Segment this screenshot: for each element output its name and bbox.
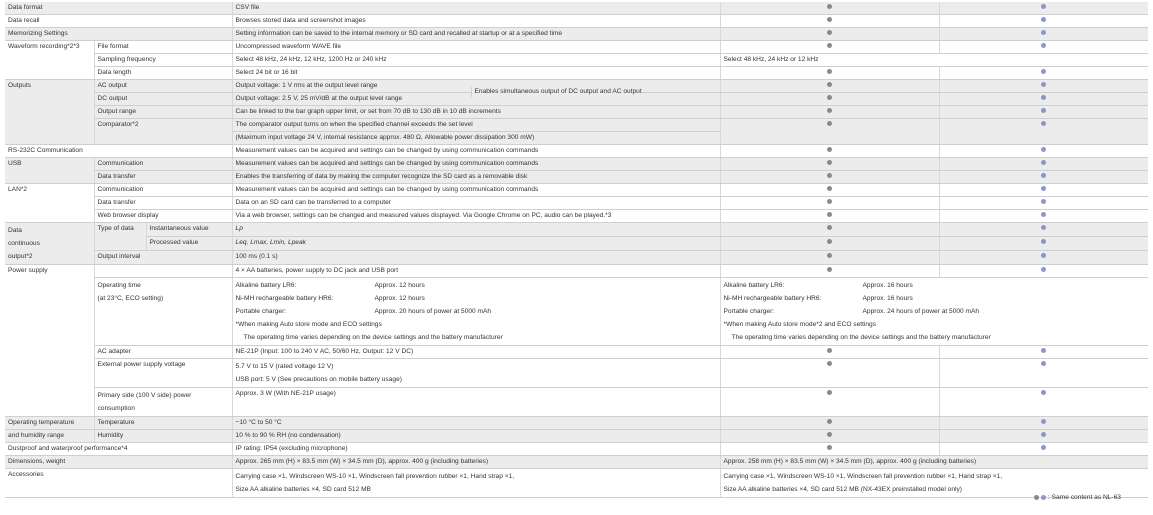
- row-desc: The comparator output turns on when the specified channel exceeds the set level: [232, 119, 720, 132]
- kv-value: Approx. 24 hours of power at 5000 mAh: [862, 308, 980, 315]
- kv-row: [236, 305, 717, 318]
- row-desc: [232, 359, 720, 388]
- table-row: [5, 237, 1148, 251]
- dot-cell: [720, 2, 939, 15]
- same-dot-icon: [1041, 82, 1046, 87]
- optime-label: Operating time: [97, 282, 141, 289]
- primary-label: Primary side (100 V side) power: [97, 392, 192, 399]
- same-dot-icon: [827, 95, 832, 100]
- row-desc: Select 48 kHz, 24 kHz, 12 kHz, 1200 Hz or 240 kHz: [232, 54, 720, 67]
- same-dot-icon: [1041, 432, 1046, 437]
- row-desc: 4 × AA batteries, power supply to DC jack and USB port: [232, 265, 720, 278]
- same-dot-icon: [1041, 186, 1046, 191]
- row-desc: Via a web browser, settings can be changed and measured values displayed. Via Google Chrome on PC, audio can be played.*3: [232, 210, 720, 223]
- row-desc: 100 ms (0.1 s): [232, 251, 720, 265]
- kv-row: [236, 292, 717, 305]
- row-label: Operating temperature: [5, 417, 94, 430]
- dot-cell: [939, 106, 1148, 119]
- row-desc: Approx. 3 W (With NE-21P usage): [232, 388, 720, 417]
- table-row: [5, 2, 1148, 15]
- dot-cell: [720, 184, 939, 197]
- optime-note: The operating time varies depending on the device settings and the battery manufacturer: [243, 334, 503, 341]
- same-dot-icon: [1041, 348, 1046, 353]
- ac-output-desc: Output voltage: 1 V rms at the output level range: [235, 82, 378, 89]
- dot-cell: [939, 417, 1148, 430]
- table-row: [5, 197, 1148, 210]
- kv-row: [236, 279, 717, 292]
- table-row: [5, 171, 1148, 184]
- row-sublabel: Humidity: [94, 430, 232, 443]
- dot-cell: [720, 251, 939, 265]
- optime-note: *When making Auto store mode*2 and ECO settings: [723, 321, 877, 328]
- kv-value: Approx. 16 hours: [862, 282, 913, 289]
- spec-table: [5, 2, 1148, 498]
- table-row: [5, 41, 1148, 54]
- dot-cell: [939, 359, 1148, 388]
- acc-line: Carrying case ×1, Windscreen WS-10 ×1, Windscreen fall prevention rubber ×1, Hand strap ×1,: [723, 473, 1003, 480]
- row-sublabel: DC output: [94, 93, 232, 106]
- row-label: Accessories: [5, 469, 232, 498]
- kv-key: Portable charger:: [723, 308, 775, 315]
- legend-dot-icon: [1041, 495, 1046, 500]
- row-subsublabel: Instantaneous value: [146, 223, 232, 237]
- dco-label-1: Data: [8, 227, 22, 234]
- row-label: RS-232C Communication: [5, 145, 232, 158]
- dot-cell: [720, 443, 939, 456]
- dot-cell: [720, 359, 939, 388]
- same-dot-icon: [827, 239, 832, 244]
- dot-cell: [939, 210, 1148, 223]
- row-sublabel: Comparator*2: [94, 119, 232, 145]
- kv-value: Approx. 12 hours: [374, 295, 425, 302]
- row-label: Power supply: [5, 265, 94, 417]
- table-row: [5, 223, 1148, 237]
- row-sublabel: AC adapter: [94, 346, 232, 359]
- optime-alt-desc: [720, 278, 1148, 346]
- same-dot-icon: [827, 173, 832, 178]
- row-sublabel: Data length: [94, 67, 232, 80]
- same-dot-icon: [1041, 121, 1046, 126]
- dot-cell: [720, 41, 939, 54]
- table-row: [5, 278, 1148, 346]
- row-desc: −10 °C to 50 °C: [232, 417, 720, 430]
- dot-cell: [720, 119, 939, 145]
- row-desc: NE-21P (Input: 100 to 240 V AC, 50/60 Hz, Output: 12 V DC): [232, 346, 720, 359]
- row-desc: Measurement values can be acquired and settings can be changed by using communication commands: [232, 145, 720, 158]
- kv-key: Alkaline battery LR6:: [723, 282, 785, 289]
- primary-label: consumption: [97, 405, 135, 412]
- same-dot-icon: [827, 267, 832, 272]
- same-dot-icon: [1041, 108, 1046, 113]
- same-dot-icon: [827, 121, 832, 126]
- same-dot-icon: [1041, 361, 1046, 366]
- row-sublabel: File format: [94, 41, 232, 54]
- same-dot-icon: [827, 199, 832, 204]
- row-sublabel: Web browser display: [94, 210, 232, 223]
- table-row: [5, 158, 1148, 171]
- row-sublabel: Communication: [94, 184, 232, 197]
- row-desc: Leq, Lmax, Lmin, Lpeak: [232, 237, 720, 251]
- kv-key: Alkaline battery LR6:: [235, 282, 297, 289]
- table-row: [5, 469, 1148, 498]
- table-row: [5, 15, 1148, 28]
- dot-cell: [939, 171, 1148, 184]
- same-dot-icon: [827, 186, 832, 191]
- dot-cell: [939, 67, 1148, 80]
- row-sublabel: Temperature: [94, 417, 232, 430]
- optime-sublabel: (at 23°C, ECO setting): [97, 295, 164, 302]
- table-row: [5, 430, 1148, 443]
- dot-cell: [939, 184, 1148, 197]
- row-desc: Can be linked to the bar graph upper limit, or set from 70 dB to 130 dB in 10 dB increments: [232, 106, 720, 119]
- same-dot-icon: [1041, 445, 1046, 450]
- dot-cell: [720, 237, 939, 251]
- dot-cell: [939, 265, 1148, 278]
- table-row: [5, 93, 1148, 106]
- dot-cell: [720, 417, 939, 430]
- row-label: Dimensions, weight: [5, 456, 232, 469]
- same-dot-icon: [1041, 199, 1046, 204]
- same-dot-icon: [827, 30, 832, 35]
- dot-cell: [939, 251, 1148, 265]
- same-dot-icon: [827, 147, 832, 152]
- dot-cell: [720, 28, 939, 41]
- same-dot-icon: [827, 419, 832, 424]
- kv-row: [724, 305, 1146, 318]
- row-sublabel: AC output: [94, 80, 232, 93]
- same-dot-icon: [1041, 267, 1046, 272]
- same-dot-icon: [827, 160, 832, 165]
- row-label: [5, 223, 94, 265]
- same-dot-icon: [827, 82, 832, 87]
- dot-cell: [720, 265, 939, 278]
- row-sublabel: Communication: [94, 158, 232, 171]
- dot-cell: [720, 15, 939, 28]
- dot-cell: [939, 119, 1148, 145]
- dot-cell: [720, 223, 939, 237]
- table-row: [5, 456, 1148, 469]
- same-dot-icon: [1041, 390, 1046, 395]
- dot-cell: [939, 443, 1148, 456]
- table-row: [5, 388, 1148, 417]
- table-row: [5, 346, 1148, 359]
- ext-power-line: USB port: 5 V (See precautions on mobile battery usage): [235, 376, 402, 383]
- dot-cell: [939, 158, 1148, 171]
- dot-cell: [720, 210, 939, 223]
- row-label: and humidity range: [5, 430, 94, 443]
- row-sublabel: Output range: [94, 106, 232, 119]
- row-label: Data format: [5, 2, 232, 15]
- same-dot-icon: [1041, 17, 1046, 22]
- table-row: [5, 265, 1148, 278]
- acc-line: Carrying case ×1, Windscreen WS-10 ×1, Windscreen fall prevention rubber ×1, Hand strap ×1,: [235, 473, 515, 480]
- optime-note: *When making Auto store mode and ECO settings: [235, 321, 382, 328]
- dot-cell: [720, 197, 939, 210]
- row-desc: [232, 88, 720, 106]
- spec-sheet: [5, 2, 1148, 498]
- dc-output-desc: Output voltage: 2.5 V, 25 mV/dB at the output level range: [235, 95, 403, 102]
- same-dot-icon: [1041, 160, 1046, 165]
- row-desc: Lp: [232, 223, 720, 237]
- kv-key: Portable charger:: [235, 308, 287, 315]
- same-dot-icon: [827, 4, 832, 9]
- dot-cell: [939, 237, 1148, 251]
- row-sublabel: Sampling frequency: [94, 54, 232, 67]
- same-dot-icon: [1041, 95, 1046, 100]
- same-dot-icon: [1041, 239, 1046, 244]
- row-sublabel: Output interval: [94, 251, 232, 265]
- dot-cell: [720, 145, 939, 158]
- row-desc: CSV file: [232, 2, 720, 15]
- same-dot-icon: [827, 69, 832, 74]
- row-sublabel: Data transfer: [94, 197, 232, 210]
- row-sublabel: [94, 265, 232, 278]
- dot-cell: [720, 346, 939, 359]
- row-subsublabel: Processed value: [146, 237, 232, 251]
- dot-cell: [939, 430, 1148, 443]
- legend: [1034, 494, 1121, 501]
- dot-cell: [939, 93, 1148, 106]
- table-row: [5, 359, 1148, 388]
- dot-cell: [939, 28, 1148, 41]
- same-dot-icon: [827, 445, 832, 450]
- dot-cell: [720, 67, 939, 80]
- table-row: [5, 184, 1148, 197]
- row-sublabel: External power supply voltage: [94, 359, 232, 388]
- row-sublabel: Type of data: [94, 223, 146, 251]
- table-row: [5, 443, 1148, 456]
- table-row: [5, 28, 1148, 41]
- simultaneous-output-note: Enables simultaneous output of DC output and AC output: [471, 87, 642, 97]
- dot-cell: [939, 197, 1148, 210]
- dot-cell: [720, 388, 939, 417]
- same-dot-icon: [1041, 212, 1046, 217]
- row-label: Outputs: [5, 80, 94, 145]
- row-desc: Setting information can be saved to the internal memory or SD card and recalled at startup or at a specified time: [232, 28, 720, 41]
- dot-cell: [939, 80, 1148, 93]
- dot-cell: [720, 171, 939, 184]
- same-dot-icon: [1041, 30, 1046, 35]
- table-row: [5, 119, 1148, 132]
- same-dot-icon: [1041, 173, 1046, 178]
- kv-row: [724, 292, 1146, 305]
- same-dot-icon: [827, 361, 832, 366]
- dot-cell: [939, 41, 1148, 54]
- dco-label-2: continuous: [8, 240, 40, 247]
- table-row: [5, 210, 1148, 223]
- same-dot-icon: [827, 432, 832, 437]
- same-dot-icon: [827, 253, 832, 258]
- row-desc: IP rating: IP54 (excluding microphone): [232, 443, 720, 456]
- ext-power-line: 5.7 V to 15 V (rated voltage 12 V): [235, 363, 334, 370]
- same-dot-icon: [1041, 43, 1046, 48]
- row-desc: Select 24 bit or 16 bit: [232, 67, 720, 80]
- optime-note: The operating time varies depending on the device settings and the battery manufacturer: [731, 334, 991, 341]
- dot-cell: [939, 346, 1148, 359]
- same-dot-icon: [827, 348, 832, 353]
- table-row: [5, 417, 1148, 430]
- dot-cell: [939, 2, 1148, 15]
- row-label: Waveform recording*2*3: [5, 41, 94, 80]
- acc-line: Size AA alkaline batteries ×4, SD card 512 MB: [235, 486, 371, 493]
- table-row: [5, 54, 1148, 67]
- dot-cell: [720, 80, 939, 93]
- optime-desc: [232, 278, 720, 346]
- dot-cell: [720, 430, 939, 443]
- row-label: USB: [5, 158, 94, 184]
- table-row: [5, 67, 1148, 80]
- same-dot-icon: [827, 390, 832, 395]
- same-dot-icon: [1041, 4, 1046, 9]
- dot-cell: [720, 93, 939, 106]
- row-desc: [232, 469, 720, 498]
- row-desc: Data on an SD card can be transferred to a computer: [232, 197, 720, 210]
- row-sublabel: [94, 278, 232, 346]
- row-sublabel: Data transfer: [94, 171, 232, 184]
- legend-label: : Same content as NL-63: [1048, 494, 1121, 501]
- row-desc: Uncompressed waveform WAVE file: [232, 41, 720, 54]
- dot-cell: [939, 145, 1148, 158]
- row-desc: Approx. 265 mm (H) × 83.5 mm (W) × 34.5 mm (D), approx. 400 g (including batteries): [232, 456, 720, 469]
- same-dot-icon: [827, 43, 832, 48]
- kv-row: [724, 279, 1146, 292]
- same-dot-icon: [1041, 419, 1046, 424]
- table-row: [5, 106, 1148, 119]
- dot-cell: [939, 15, 1148, 28]
- dot-cell: [939, 388, 1148, 417]
- dot-cell: [720, 158, 939, 171]
- same-dot-icon: [1041, 225, 1046, 230]
- acc-line: Size AA alkaline batteries ×4, SD card 512 MB (NX-43EX preinstalled model only): [723, 486, 962, 493]
- kv-value: Approx. 16 hours: [862, 295, 913, 302]
- row-desc: (Maximum input voltage 24 V, internal resistance approx. 480 Ω, Allowable power dissipation 300 mW): [232, 132, 720, 145]
- same-dot-icon: [827, 212, 832, 217]
- row-label: LAN*2: [5, 184, 94, 223]
- row-desc: Measurement values can be acquired and settings can be changed by using communication commands: [232, 184, 720, 197]
- row-label: Data recall: [5, 15, 232, 28]
- row-label: Memorizing Settings: [5, 28, 232, 41]
- table-row: [5, 145, 1148, 158]
- row-alt-desc: Approx. 258 mm (H) × 83.5 mm (W) × 34.5 mm (D), approx. 400 g (including batteries): [720, 456, 1148, 469]
- kv-key: Ni-MH rechargeable battery HR6:: [235, 295, 334, 302]
- dco-label-3: output*2: [8, 253, 33, 260]
- row-desc: Enables the transferring of data by making the computer recognize the SD card as a removable disk: [232, 171, 720, 184]
- same-dot-icon: [1041, 69, 1046, 74]
- dot-cell: [720, 106, 939, 119]
- same-dot-icon: [1041, 253, 1046, 258]
- row-desc: Measurement values can be acquired and settings can be changed by using communication commands: [232, 158, 720, 171]
- same-dot-icon: [827, 17, 832, 22]
- row-desc: Browses stored data and screenshot images: [232, 15, 720, 28]
- row-label: Dustproof and waterproof performance*4: [5, 443, 232, 456]
- dot-cell: [939, 223, 1148, 237]
- same-dot-icon: [1041, 147, 1046, 152]
- row-sublabel: [94, 388, 232, 417]
- kv-value: Approx. 12 hours: [374, 282, 425, 289]
- kv-value: Approx. 20 hours of power at 5000 mAh: [374, 308, 492, 315]
- same-dot-icon: [827, 225, 832, 230]
- legend-dot-icon: [1034, 495, 1039, 500]
- row-alt-desc: Select 48 kHz, 24 kHz or 12 kHz: [720, 54, 1148, 67]
- row-desc: 10 % to 90 % RH (no condensation): [232, 430, 720, 443]
- table-row: [5, 251, 1148, 265]
- kv-key: Ni-MH rechargeable battery HR6:: [723, 295, 822, 302]
- same-dot-icon: [827, 108, 832, 113]
